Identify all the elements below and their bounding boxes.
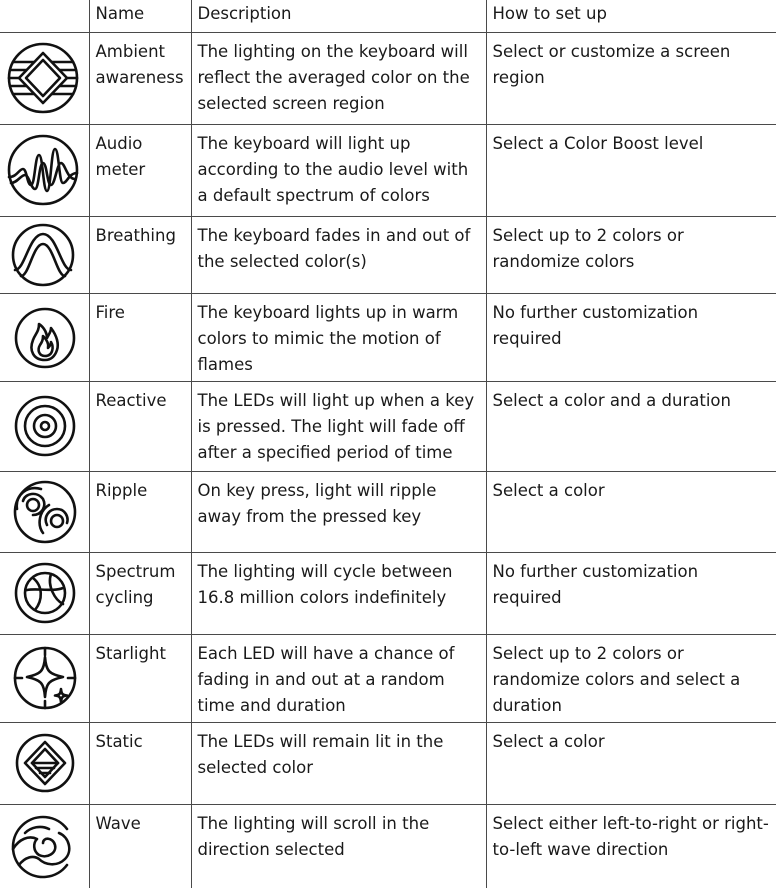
table-row [0,722,776,804]
ripple-icon [0,471,89,552]
row-setup: No further customization required [486,552,776,634]
table-row [0,471,776,552]
row-description: The lighting will scroll in the direction selected [191,804,486,888]
row-description: On key press, light will ripple away from the pressed key [191,471,486,552]
breathing-icon [0,216,89,293]
fire-icon [0,293,89,381]
header-name: Name [89,0,191,32]
wave-icon [0,804,89,888]
spectrum-cycling-icon [0,552,89,634]
row-description: The keyboard lights up in warm colors to mimic the motion of flames [191,293,486,381]
ambient-awareness-icon [0,32,89,124]
row-description: The LEDs will remain lit in the selected color [191,722,486,804]
starlight-icon [0,634,89,722]
row-name: Spectrum cycling [89,552,191,634]
row-name: Fire [89,293,191,381]
row-name: Wave [89,804,191,888]
table-row [0,216,776,293]
audio-meter-icon [0,124,89,216]
header-setup: How to set up [486,0,776,32]
row-name: Starlight [89,634,191,722]
row-setup: Select a Color Boost level [486,124,776,216]
table-row [0,32,776,124]
table-row [0,124,776,216]
row-name: Audio meter [89,124,191,216]
header-icon [0,0,89,32]
row-description: The keyboard will light up according to the audio level with a default spectrum of colors [191,124,486,216]
table-header-row [0,0,776,32]
row-setup: Select up to 2 colors or randomize colors [486,216,776,293]
row-description: The keyboard fades in and out of the selected color(s) [191,216,486,293]
row-setup: No further customization required [486,293,776,381]
row-description: The lighting will cycle between 16.8 million colors indefinitely [191,552,486,634]
reactive-icon [0,381,89,471]
table-row [0,293,776,381]
table-row [0,552,776,634]
row-name: Ambient awareness [89,32,191,124]
row-setup: Select a color [486,722,776,804]
row-setup: Select a color [486,471,776,552]
row-name: Breathing [89,216,191,293]
row-setup: Select a color and a duration [486,381,776,471]
row-description: The LEDs will light up when a key is pressed. The light will fade off after a specified period of time [191,381,486,471]
table-row [0,381,776,471]
row-setup: Select up to 2 colors or randomize colors and select a duration [486,634,776,722]
table-row [0,804,776,888]
row-name: Static [89,722,191,804]
row-description: The lighting on the keyboard will reflect the averaged color on the selected screen region [191,32,486,124]
static-icon [0,722,89,804]
row-name: Ripple [89,471,191,552]
row-description: Each LED will have a chance of fading in and out at a random time and duration [191,634,486,722]
row-setup: Select or customize a screen region [486,32,776,124]
header-description: Description [191,0,486,32]
table-row [0,634,776,722]
row-setup: Select either left-to-right or right-to-left wave direction [492,813,769,859]
row-name: Reactive [89,381,191,471]
